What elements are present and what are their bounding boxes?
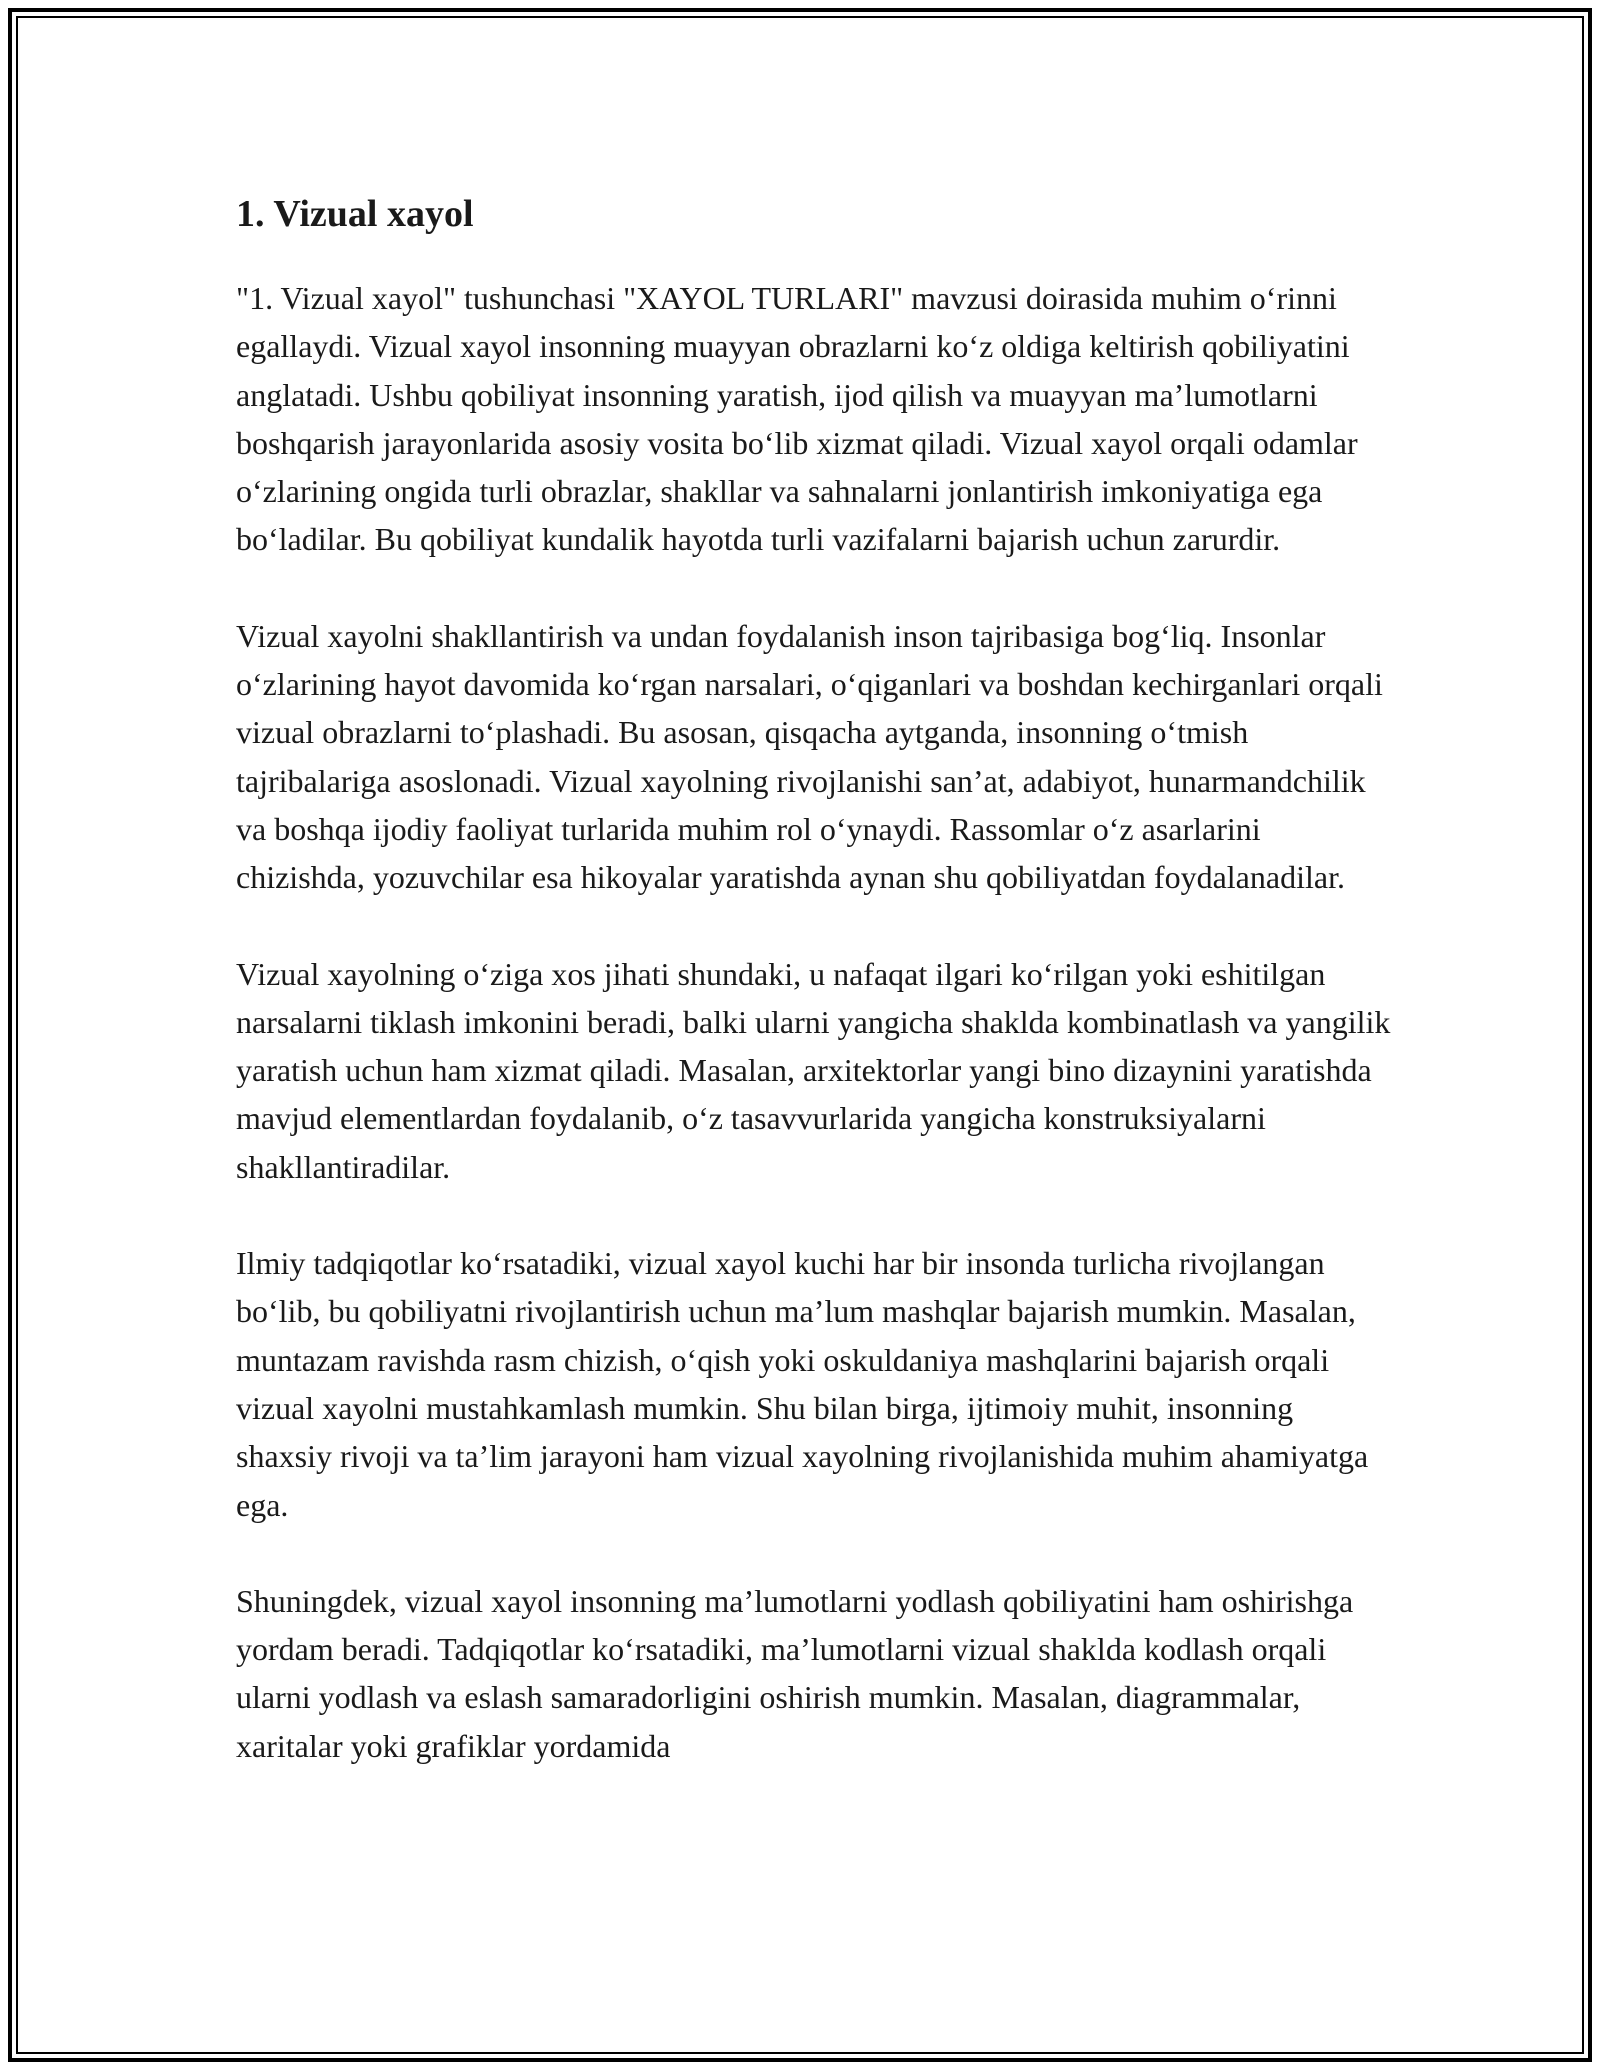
paragraph-3: Vizual xayolning oʻziga xos jihati shundaki, u nafaqat ilgari koʻrilgan yoki eshitilgan narsalarni tiklash imkonini beradi, balki ularni yangicha shaklda kombinatlash va yangilik yaratish uchun ham xizmat qiladi. Masalan, arxitektorlar yangi bino dizaynini yaratishda mavjud elementlardan foydalanib, oʻz tasavvurlarida yangicha konstruksiyalarni shakllantiradilar.: [236, 955, 1391, 1185]
section-heading: 1. Vizual xayol: [236, 193, 474, 235]
paragraph-1: "1. Vizual xayol" tushunchasi "XAYOL TURLARI" mavzusi doirasida muhim oʻrinni egallaydi. Vizual xayol insonning muayyan obrazlarni koʻz oldiga keltirish qobiliyatini anglatadi. Ushbu qobiliyat insonning yaratish, ijod qilish va muayyan maʼlumotlarni boshqarish jarayonlarida asosiy vosita boʻlib xizmat qiladi. Vizual xayol orqali odamlar oʻzlarining ongida turli obrazlar, shakllar va sahnalarni jonlantirish imkoniyatiga ega boʻladilar. Bu qobiliyat kundalik hayotda turli vazifalarni bajarish uchun zarurdir.: [236, 280, 1358, 558]
paragraph-2: Vizual xayolni shakllantirish va undan foydalanish inson tajribasiga bogʻliq. Insonlar oʻzlarining hayot davomida koʻrgan narsalari, oʻqiganlari va boshdan kechirganlari orqali vizual obrazlarni toʻplashadi. Bu asosan, qisqacha aytganda, insonning oʻtmish tajribalariga asoslonadi. Vizual xayolning rivojlanishi sanʼat, adabiyot, hunarmandchilik va boshqa ijodiy faoliyat turlarida muhim rol oʻynaydi. Rassomlar oʻz asarlarini chizishda, yozuvchilar esa hikoyalar yaratishda aynan shu qobiliyatdan foydalanadilar.: [236, 617, 1383, 896]
document-body: [236, 188, 1396, 1770]
paragraph-5: Shuningdek, vizual xayol insonning maʼlumotlarni yodlash qobiliyatini ham oshirishga yordam beradi. Tadqiqotlar koʻrsatadiki, maʼlumotlarni vizual shaklda kodlash orqali ularni yodlash va eslash samaradorligini oshirish mumkin. Masalan, diagrammalar, xaritalar yoki grafiklar yordamida: [236, 1582, 1354, 1764]
paragraph-4: Ilmiy tadqiqotlar koʻrsatadiki, vizual xayol kuchi har bir insonda turlicha rivojlangan boʻlib, bu qobiliyatni rivojlantirish uchun maʼlum mashqlar bajarish mumkin. Masalan, muntazam ravishda rasm chizish, oʻqish yoki oskuldaniya mashqlarini bajarish orqali vizual xayolni mustahkamlash mumkin. Shu bilan birga, ijtimoiy muhit, insonning shaxsiy rivoji va taʼlim jarayoni ham vizual xayolning rivojlanishida muhim ahamiyatga ega.: [236, 1245, 1369, 1523]
